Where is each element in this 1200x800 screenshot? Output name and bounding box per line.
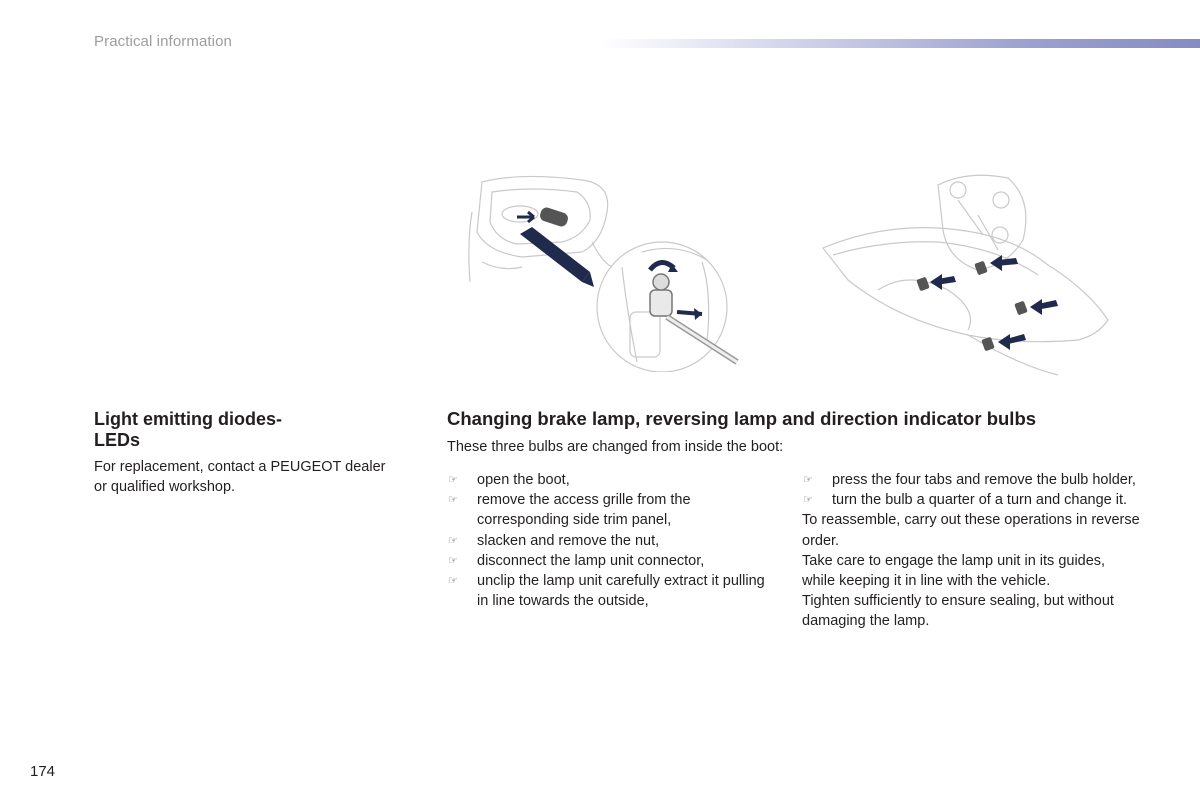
pointing-hand-icon: ☞	[448, 554, 458, 567]
pointing-hand-icon: ☞	[803, 474, 813, 486]
led-section-title	[94, 409, 394, 451]
step-text: unclip the lamp unit carefully extract it pulling in line towards the outside,	[477, 573, 765, 610]
boot-lamp-connector-illustration	[462, 172, 770, 372]
steps-list-right	[802, 470, 1142, 510]
led-section-body	[94, 457, 414, 497]
lamp-unit-bulb-holder-illustration	[818, 170, 1118, 380]
header-section-title: Practical information	[94, 33, 232, 50]
step-text: press the four tabs and remove the bulb holder,	[832, 472, 1136, 488]
bulb-change-intro: These three bulbs are changed from inside the boot:	[447, 439, 784, 455]
led-body-line-2: or qualified workshop.	[94, 479, 236, 495]
page-number: 174	[30, 763, 56, 780]
pointing-hand-icon: ☞	[448, 534, 458, 547]
bulb-change-section-title: Changing brake lamp, reversing lamp and direction indicator bulbs	[447, 408, 1037, 429]
led-title-line-1: Light emitting diodes-	[94, 409, 282, 429]
step-text: turn the bulb a quarter of a turn and change it.	[832, 492, 1128, 509]
steps-list-left	[447, 470, 777, 611]
step-text: open the boot,	[477, 472, 570, 488]
list-item	[447, 551, 777, 571]
sealing-paragraph: Tighten sufficiently to ensure sealing, but without damaging the lamp.	[802, 593, 1114, 630]
list-item	[802, 470, 1142, 490]
list-item	[802, 490, 1142, 510]
list-item	[447, 571, 777, 611]
steps-column-left	[447, 470, 777, 611]
list-item	[447, 531, 777, 551]
guides-paragraph: Take care to engage the lamp unit in its guides, while keeping it in line with the vehicle.	[802, 552, 1106, 590]
pointing-hand-icon: ☞	[803, 494, 813, 507]
led-title-line-2: LEDs	[94, 430, 141, 450]
pointing-hand-icon: ☞	[448, 494, 458, 507]
pointing-hand-icon: ☞	[448, 575, 458, 588]
list-item	[447, 470, 777, 490]
reassemble-paragraph: To reassemble, carry out these operations in reverse order.	[802, 512, 1140, 549]
list-item	[447, 490, 777, 530]
header-accent-bar	[600, 39, 1200, 48]
step-text: slacken and remove the nut,	[477, 532, 660, 549]
step-text: disconnect the lamp unit connector,	[477, 552, 705, 569]
pointing-hand-icon: ☞	[448, 474, 458, 486]
steps-column-right	[802, 470, 1142, 632]
step-text: remove the access grille from the corresponding side trim panel,	[477, 492, 691, 529]
led-body-line-1: For replacement, contact a PEUGEOT dealer	[94, 459, 386, 475]
